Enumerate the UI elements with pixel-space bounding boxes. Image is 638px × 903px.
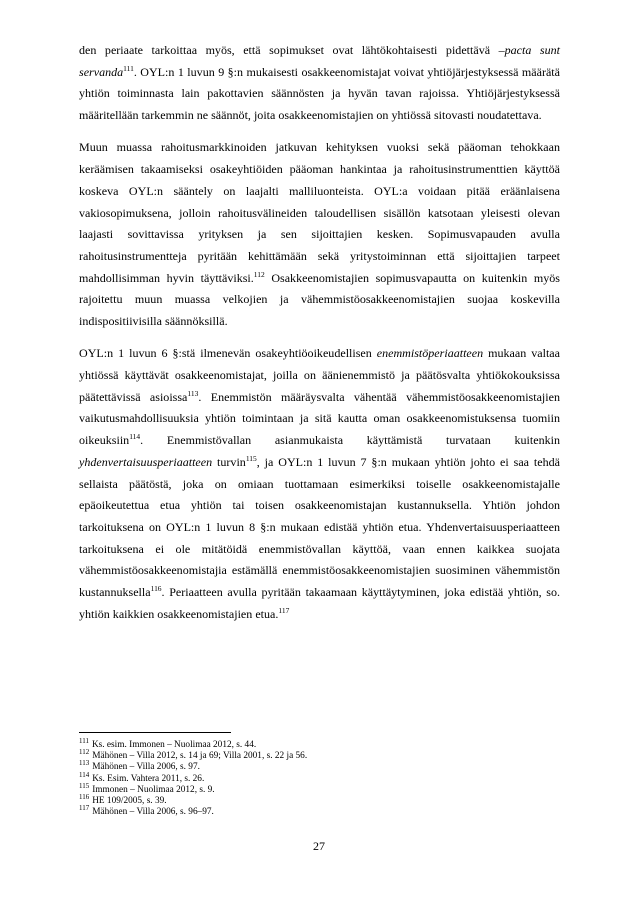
footnote [79, 804, 560, 818]
paragraph-1 [79, 40, 560, 127]
paragraph-text: . OYL:n 1 luvun 9 §:n mukaisesti osakkeenomistajat voivat yhtiöjärjestyksessä määrätä yhtiön toiminnasta lain pakottavien säännösten ja hyvän tavan rajoissa. Yhtiöjärjestyksessä määritellään tarkemmin ne säännöt, joita osakkeenomistajien on yhtiössä sitovasti noudatettava. [79, 64, 560, 123]
footnote-number: 111 [79, 736, 89, 745]
footnote-ref: 117 [278, 605, 290, 615]
footnote-separator [79, 732, 231, 733]
footnote-text: Mähönen – Villa 2006, s. 96–97. [92, 807, 214, 818]
footnote [79, 748, 560, 762]
paragraph-text: OYL:n 1 luvun 6 §:stä ilmenevän osakeyhtiöoikeudellisen [79, 346, 377, 361]
footnote-text: Mähönen – Villa 2012, s. 14 ja 69; Villa 2001, s. 22 ja 56. [92, 751, 308, 762]
emphasis-text: pacta sunt servanda [79, 43, 560, 79]
paragraph-text: . Enemmistön määräysvalta vähentää vähemmistöosakkeenomistajien vaikutusmahdollisuuksia yhtiön toimintaan ja sitä kautta oman osakkeenomistuksensa tuomiin oikeuksiin [79, 389, 560, 448]
paragraph-text: turvin [212, 454, 246, 469]
footnote [79, 759, 560, 773]
footnote-ref: 111 [123, 63, 134, 73]
paragraph-text: , ja OYL:n 1 luvun 7 §:n mukaan yhtiön johto ei saa tehdä sellaista päätöstä, joka on omiaan tuottamaan esimerkiksi toiselle osakkeenomistajalle epäoikeutettua etua yhtiön tai toisen osakkeenomistajan kustannuksella. Yhtiön johdon tarkoituksena on OYL:n 1 luvun 8 §:n mukaan edistää yhtiön etua. Yhdenvertaisuusperiaatteen tarkoituksena ei ole mitätöidä enemmistövallan käyttöä, vaan ennen kaikkea suojata vähemmistöosakkeenomistajia estämällä enemmistöosakkeenomistajien suosiminen vähemmistön kustannuksella [79, 454, 560, 600]
footnote-number: 117 [79, 804, 90, 813]
footnote [79, 770, 560, 785]
footnote [79, 781, 560, 796]
paragraph-3 [79, 343, 560, 625]
paragraph-text: mukaan valtaa yhtiössä käyttävät osakkeenomistajat, joilla on äänienemmistö ja päätösvalta yhtiökokouksissa päätettävissä asioissa [79, 346, 560, 404]
paragraph-text: . Periaatteen avulla pyritään takaamaan käyttäytyminen, joka edistää yhtiön, so. yhtiön kaikkien osakkeenomistajien etua. [79, 585, 560, 621]
paragraph-text: Osakkeenomistajien sopimusvapautta on kuitenkin myös rajoitettu muun muassa velkojien ja vähemmistöosakkeenomistajien suojaa koskevilla indispositiivisilla säännöksillä. [79, 270, 560, 329]
footnotes [79, 736, 560, 818]
footnote-number: 114 [79, 770, 90, 779]
footnote-number: 113 [79, 759, 90, 768]
footnote-text: Ks. esim. Immonen – Nuolimaa 2012, s. 44. [91, 740, 257, 750]
footnote-text: Immonen – Nuolimaa 2012, s. 9. [92, 784, 215, 795]
footnote-text: Ks. Esim. Vahtera 2011, s. 26. [92, 773, 205, 784]
footnote-ref: 114 [129, 432, 141, 442]
footnote-ref: 115 [245, 453, 257, 463]
footnote-ref: 113 [187, 388, 199, 398]
body-text [79, 40, 560, 636]
emphasis-text: yhdenvertaisuusperiaatteen [79, 454, 213, 469]
footnote-text: HE 109/2005, s. 39. [92, 796, 167, 807]
emphasis-text: enemmistöperiaatteen [376, 346, 484, 361]
footnote-ref: 112 [253, 269, 265, 279]
paragraph-text: . Enemmistövallan asianmukaista käyttämistä turvataan kuitenkin [140, 433, 560, 448]
footnote-number: 116 [79, 792, 90, 801]
footnote [79, 792, 560, 807]
footnote [79, 736, 560, 751]
paragraph-text: den periaate tarkoittaa myös, että sopimukset ovat lähtökohtaisesti pidettävä – [79, 43, 505, 57]
paragraph-2 [79, 137, 560, 332]
page-number: 27 [313, 839, 325, 853]
footnote-ref: 116 [150, 584, 162, 594]
paragraph-text: Muun muassa rahoitusmarkkinoiden jatkuvan kehityksen vuoksi sekä pääoman tehokkaan keräämisen takaamiseksi osakeyhtiöiden pääoman hankintaa ja rahoitusinstrumenttien käyttöä koskeva OYL:n sääntely on laajalti malliluonteista. OYL:a voidaan pitää eräänlaisena vakiosopimuksena, jolloin rahoitusvälineiden taloudellisen sisällön katsotaan yleisesti olevan laajasti sovittavissa yrityksen ja sen sijoittajien kesken. Sopimusvapauden avulla rahoitusinstrumentteja pyritään kehittämään sekä yritystoiminnan että sijoittajien tarpeet mahdollisimman hyvin täyttäviksi. [79, 140, 560, 285]
footnote-number: 112 [79, 748, 90, 757]
footnote-text: Mähönen – Villa 2006, s. 97. [92, 762, 200, 773]
footnote-number: 115 [79, 781, 90, 790]
